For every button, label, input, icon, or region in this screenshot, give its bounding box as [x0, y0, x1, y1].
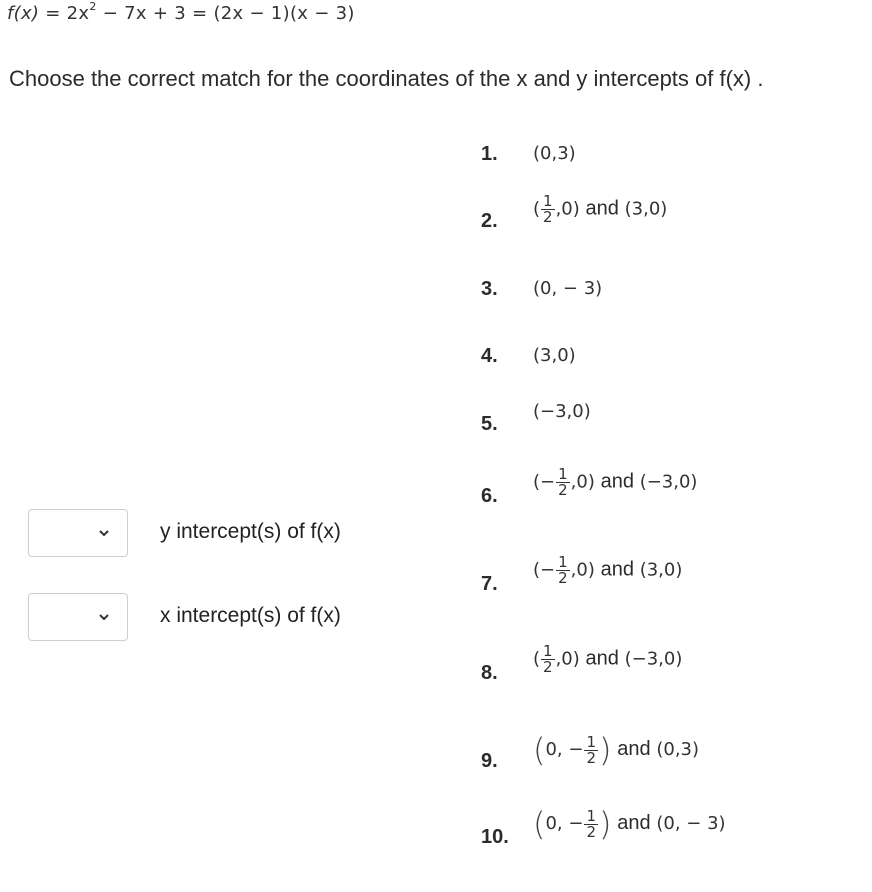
- y-intercept-label: y intercept(s) of f(x): [160, 520, 341, 543]
- x-intercept-label: x intercept(s) of f(x): [160, 604, 341, 627]
- option-number: 5.: [481, 413, 498, 435]
- option-number: 2.: [481, 210, 498, 232]
- option-text: ( $\frac{1}{2}$ ,0) and (3,0): [533, 192, 668, 226]
- option-number: 1.: [481, 143, 498, 165]
- option-text: (−3,0): [533, 401, 591, 422]
- function-formula: $f(x) = 2x^2 - 7x + 3 = (2x - 1)(x - 3)$: [7, 0, 355, 24]
- option-number: 10.: [481, 826, 509, 848]
- question-text: Choose the correct match for the coordinates of the x and y intercepts of f(x) .: [9, 66, 764, 91]
- option-number: 8.: [481, 662, 498, 684]
- option-text: (0, − 3): [533, 278, 603, 299]
- option-text: (0, − $\frac{1}{2}$ ) and (0, − 3): [533, 805, 726, 843]
- option-number: 3.: [481, 278, 498, 300]
- option-text: ( $\frac{1}{2}$ ,0) and (−3,0): [533, 642, 683, 676]
- option-text: (0, − $\frac{1}{2}$ ) and (0,3): [533, 731, 700, 769]
- chevron-down-icon: [97, 526, 111, 540]
- x-intercept-select[interactable]: [28, 593, 128, 641]
- option-number: 6.: [481, 485, 498, 507]
- option-number: 4.: [481, 345, 498, 367]
- option-text: (− $\frac{1}{2}$ ,0) and (3,0): [533, 553, 683, 587]
- y-intercept-select[interactable]: [28, 509, 128, 557]
- option-text: (0,3): [533, 143, 576, 164]
- option-number: 7.: [481, 573, 498, 595]
- option-text: (3,0): [533, 345, 576, 366]
- option-text: (− $\frac{1}{2}$ ,0) and (−3,0): [533, 465, 698, 499]
- chevron-down-icon: [97, 610, 111, 624]
- option-number: 9.: [481, 750, 498, 772]
